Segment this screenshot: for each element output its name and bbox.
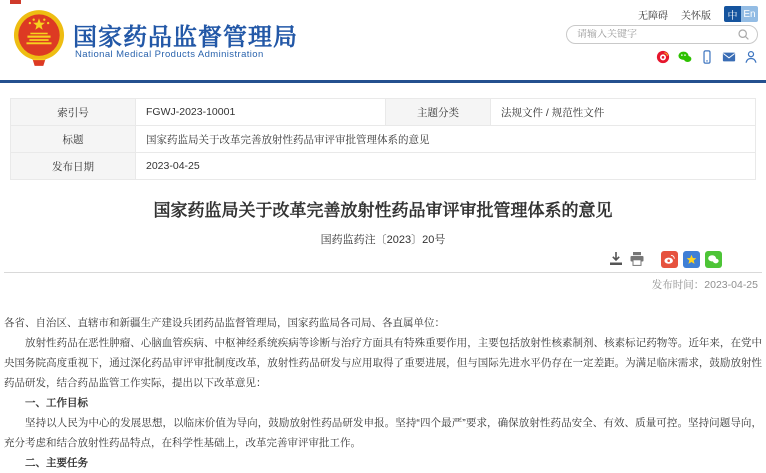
top-utility-bar <box>638 6 758 22</box>
user-icon[interactable] <box>744 50 758 64</box>
mail-icon[interactable] <box>722 50 736 64</box>
accessibility-link[interactable]: 无障碍 <box>638 10 668 22</box>
meta-index-label: 索引号 <box>11 99 136 126</box>
lang-zh-button[interactable]: 中 <box>724 6 741 22</box>
social-bar <box>656 50 758 64</box>
paragraph: 放射性药品在恶性肿瘤、心脑血管疾病、中枢神经系统疾病等诊断与治疗方面具有特殊重要作用，主要包括放射性核素制剂、核素标记药物等。近年来，在党中央国务院高度重视下，通过深化药品审评审批制度改革，放射性药品研发与应用取得了重要进展，但与国际先进水平仍存在一定差距。为满足临床需求，鼓励放射性药品研发，结合药品监管工作实际，提出以下改革意见： <box>4 337 762 389</box>
content-divider <box>4 272 762 273</box>
meta-title-value: 国家药监局关于改革完善放射性药品审评审批管理体系的意见 <box>136 126 756 153</box>
weibo-icon[interactable] <box>656 50 670 64</box>
mobile-icon[interactable] <box>700 50 714 64</box>
paragraph: 坚持以人民为中心的发展思想，以临床价值为导向，鼓励放射性药品研发申报。坚持“四个最严”要求，确保放射性药品安全、有效、质量可控。坚持问题导向，充分考虑和结合放射性药品特点，在科学性基础上，改革完善审评审批工作。 <box>4 417 762 449</box>
download-icon[interactable] <box>608 251 624 267</box>
meta-title-label: 标题 <box>11 126 136 153</box>
meta-index-value: FGWJ-2023-10001 <box>136 99 386 126</box>
site-subtitle: National Medical Products Administration <box>75 49 264 60</box>
care-version-link[interactable]: 关怀版 <box>681 10 711 22</box>
lang-en-button[interactable]: En <box>741 6 758 22</box>
table-row <box>11 99 756 126</box>
share-qzone-button[interactable] <box>683 251 700 268</box>
article-body <box>4 313 762 473</box>
share-toolbar <box>4 250 762 268</box>
language-toggle <box>724 6 758 22</box>
header-divider <box>0 80 766 83</box>
search-input[interactable] <box>567 29 737 40</box>
section-heading-2: 二、主要任务 <box>25 457 88 469</box>
wechat-icon[interactable] <box>678 50 692 64</box>
top-red-fragment <box>10 0 21 4</box>
doc-number: 国药监药注〔2023〕20号 <box>320 234 446 246</box>
share-weibo-button[interactable] <box>661 251 678 268</box>
star-icon <box>685 253 698 266</box>
share-wechat-button[interactable] <box>705 251 722 268</box>
search-icon[interactable] <box>737 28 750 41</box>
search-box <box>566 25 758 44</box>
share-wechat-icon <box>707 253 720 266</box>
meta-category-value: 法规文件 / 规范性文件 <box>491 99 756 126</box>
doc-meta-table <box>10 98 756 180</box>
share-weibo-icon <box>663 253 676 266</box>
table-row <box>11 153 756 180</box>
meta-date-label: 发布日期 <box>11 153 136 180</box>
publish-time: 发布时间：2023-04-25 <box>651 279 758 291</box>
site-title: 国家药品监督管理局 <box>73 24 298 51</box>
article <box>0 200 766 473</box>
meta-category-label: 主题分类 <box>386 99 491 126</box>
section-heading-1: 一、工作目标 <box>25 397 88 409</box>
table-row <box>11 126 756 153</box>
national-emblem-icon <box>13 9 65 67</box>
meta-date-value: 2023-04-25 <box>136 153 756 180</box>
site-header <box>0 0 766 80</box>
article-title: 国家药监局关于改革完善放射性药品审评审批管理体系的意见 <box>153 201 613 220</box>
printer-icon[interactable] <box>629 251 645 267</box>
salutation: 各省、自治区、直辖市和新疆生产建设兵团药品监督管理局，国家药监局各司局、各直属单位： <box>4 317 445 329</box>
